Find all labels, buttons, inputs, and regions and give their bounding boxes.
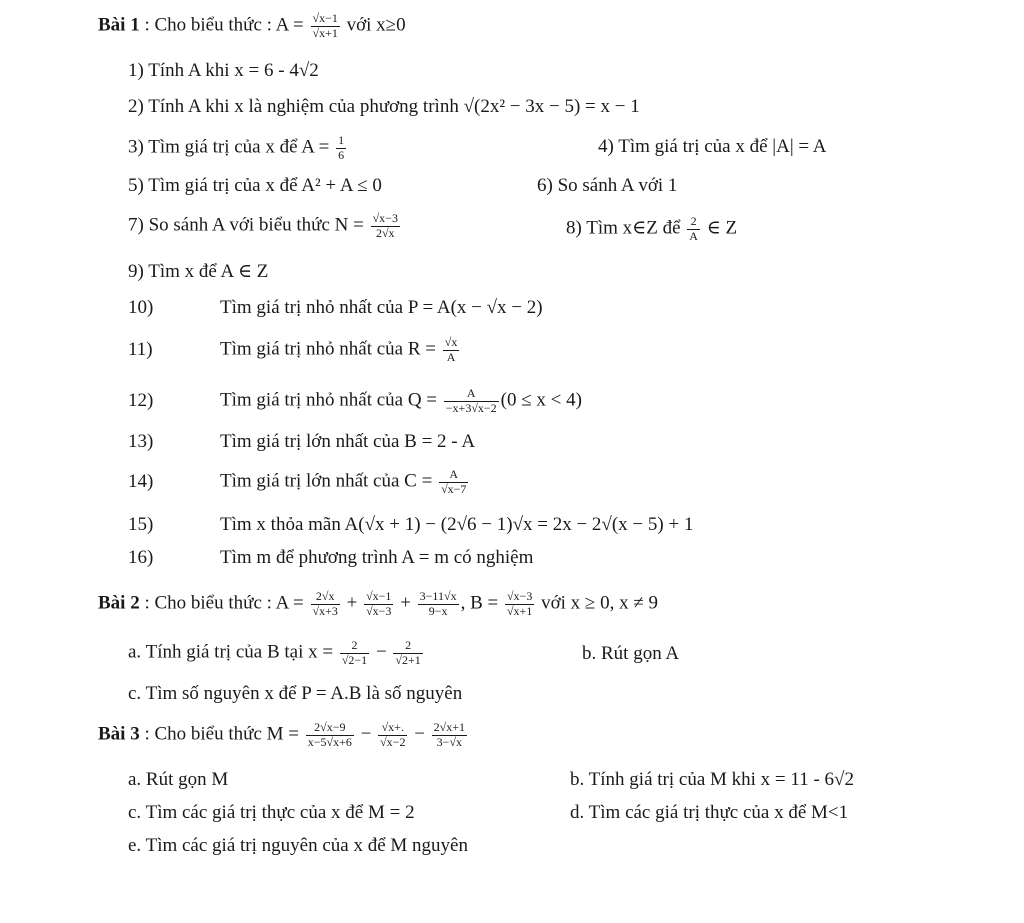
bai1-item-8: 8) Tìm x∈Z để $\frac{2}{A}$ ∈ Z (566, 214, 738, 243)
bai1-heading: Bài 1 : Cho biểu thức : A = $\frac{√x-1}{√x+1}$ với x≥0 (98, 11, 406, 40)
bai1-item-12: 12) Tìm giá trị nhỏ nhất của Q = $\frac{A}{-x+3√x-2}$ (0 ≤ x < 4) (128, 386, 582, 415)
bai3-item-e: e. Tìm các giá trị nguyên của x để M nguyên (128, 835, 468, 856)
bai2-label: Bài 2 (98, 592, 140, 614)
bai3-item-a: a. Rút gọn M (128, 769, 229, 790)
bai1-item-16: 16) Tìm m để phương trình A = m có nghiệm (128, 547, 534, 568)
bai3-heading: Bài 3 : Cho biểu thức M = $\frac{2√x-9}{x-5√x+6}$ − $\frac{√x+.}{√x-2}$ − $\frac{2√x+1}{3-√x}$ (98, 720, 466, 749)
bai2-item-c: c. Tìm số nguyên x để P = A.B là số nguyên (128, 683, 463, 704)
bai2-heading: Bài 2 : Cho biểu thức : A = $\frac{2√x}{√x+3}$ + $\frac{√x-1}{√x-3}$ + $\frac{3-11√x}{9-x}$ , B = $\frac{√x-3}{√x+1}$ với x ≥ 0, x ≠ 9 (98, 589, 659, 618)
bai1-item-5: 5) Tìm giá trị của x để A² + A ≤ 0 (128, 175, 382, 196)
bai1-a-fraction: $\frac{√x-1}{√x+1}$ (312, 11, 338, 40)
bai1-item-3: 3) Tìm giá trị của x để A = $\frac{1}{6}$ (128, 133, 345, 162)
bai1-intro: : Cho biểu thức : A = (139, 14, 309, 36)
bai1-item-7: 7) So sánh A với biểu thức N = $\frac{√x-3}{2√x}$ (128, 211, 398, 240)
bai1-item-4: 4) Tìm giá trị của x để |A| = A (598, 136, 827, 157)
bai2-item-b: b. Rút gọn A (582, 643, 680, 664)
bai1-item-14: 14) Tìm giá trị lớn nhất của C = $\frac{A}{√x-7}$ (128, 467, 467, 496)
bai1-item-6: 6) So sánh A với 1 (537, 175, 678, 196)
bai3-item-b: b. Tính giá trị của M khi x = 11 - 6√2 (570, 769, 854, 790)
bai1-item-9: 9) Tìm x để A ∈ Z (128, 261, 269, 282)
bai1-item-10: 10) Tìm giá trị nhỏ nhất của P = A(x − √x − 2) (128, 297, 543, 318)
bai1-item-2: 2) Tính A khi x là nghiệm của phương trình √(2x² − 3x − 5) = x − 1 (128, 96, 640, 117)
bai3-label: Bài 3 (98, 723, 140, 745)
bai3-item-d: d. Tìm các giá trị thực của x để M<1 (570, 802, 849, 823)
bai2-item-a: a. Tính giá trị của B tại x = $\frac{2}{√2-1}$ − $\frac{2}{√2+1}$ (128, 638, 421, 667)
bai1-label: Bài 1 (98, 14, 140, 36)
bai3-item-c: c. Tìm các giá trị thực của x để M = 2 (128, 802, 415, 823)
bai1-item-1: 1) Tính A khi x = 6 - 4√2 (128, 60, 319, 81)
bai1-item-15: 15) Tìm x thỏa mãn A(√x + 1) − (2√6 − 1)√x = 2x − 2√(x − 5) + 1 (128, 514, 694, 535)
bai1-item-11: 11) Tìm giá trị nhỏ nhất của R = $\frac{√x}{A}$ (128, 335, 458, 364)
bai1-item-13: 13) Tìm giá trị lớn nhất của B = 2 - A (128, 431, 476, 452)
